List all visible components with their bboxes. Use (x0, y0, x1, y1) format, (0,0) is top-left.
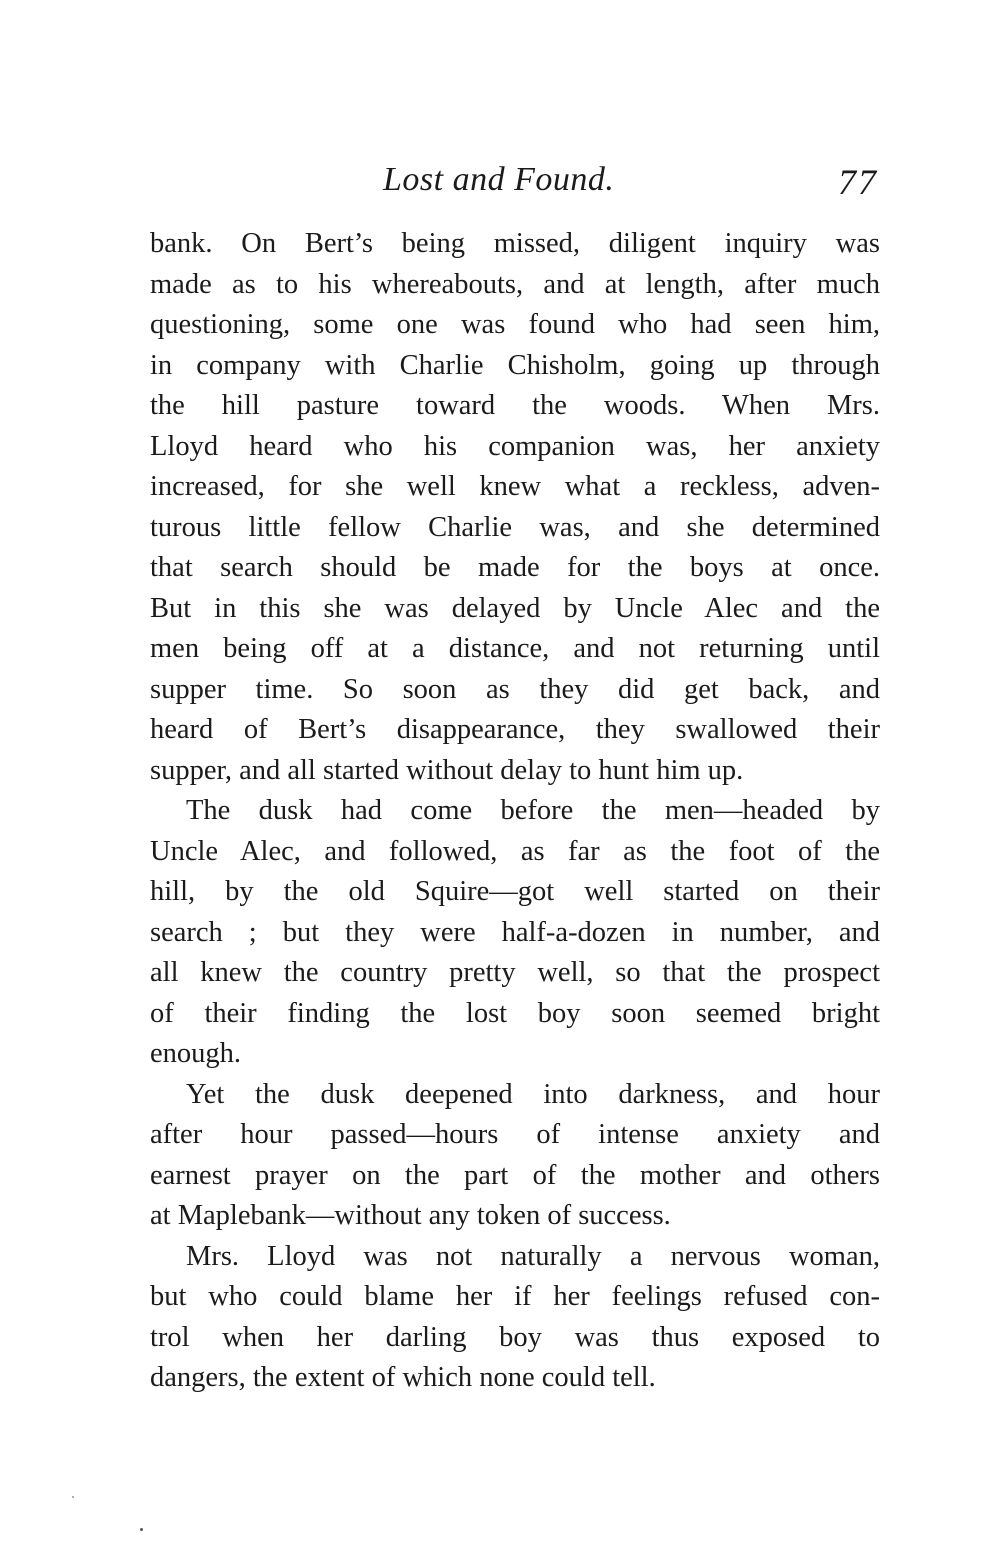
text-line: questioning, some one was found who had seen him, (150, 309, 880, 340)
text-line: in company with Charlie Chisholm, going up through (150, 349, 880, 381)
text-line: after hour passed—hours of intense anxiety and (150, 1119, 880, 1150)
text-line: heard of Bert’s disappearance, they swallowed their (150, 714, 880, 745)
paragraph-2 (150, 791, 880, 1075)
text-line: Lloyd heard who his companion was, her anxiety (150, 430, 880, 462)
text-line: enough. (150, 1038, 242, 1069)
text-line: turous little fellow Charlie was, and she determined (150, 511, 880, 543)
page-number: 77 (838, 162, 878, 202)
paragraph-1 (150, 224, 880, 791)
text-line: But in this she was delayed by Uncle Alec and the (150, 592, 880, 624)
text-line: The dusk had come before the men—headed by (186, 795, 880, 826)
text-line: all knew the country pretty well, so that the prospect (150, 957, 880, 988)
text-line: made as to his whereabouts, and at length, after much (150, 268, 880, 300)
scan-speck (140, 1528, 143, 1531)
text-line: of their finding the lost boy soon seemed bright (150, 997, 880, 1029)
text-line: Uncle Alec, and followed, as far as the foot of the (150, 835, 880, 867)
paragraph-3 (150, 1075, 880, 1237)
text-line: Mrs. Lloyd was not naturally a nervous woman, (186, 1240, 880, 1272)
text-line: hill, by the old Squire—got well started on their (150, 876, 880, 907)
text-line: supper time. So soon as they did get back, and (150, 673, 880, 705)
scan-speck (72, 1496, 74, 1498)
text-line: at Maplebank—without any token of success. (150, 1200, 671, 1231)
text-line: bank. On Bert’s being missed, diligent inquiry was (150, 228, 880, 259)
running-head (150, 158, 880, 208)
paragraph-4 (150, 1237, 880, 1399)
text-line: but who could blame her if her feelings refused con- (150, 1281, 880, 1312)
text-line: Yet the dusk deepened into darkness, and hour (186, 1078, 880, 1110)
text-line: trol when her darling boy was thus exposed to (150, 1321, 880, 1353)
text-line: dangers, the extent of which none could tell. (150, 1362, 656, 1393)
text-line: increased, for she well knew what a reckless, adven- (150, 471, 880, 502)
text-line: earnest prayer on the part of the mother and others (150, 1159, 880, 1191)
body-text (150, 224, 880, 1399)
text-line: the hill pasture toward the woods. When Mrs. (150, 390, 880, 421)
text-line: men being off at a distance, and not returning until (150, 633, 880, 664)
text-line: supper, and all started without delay to hunt him up. (150, 754, 744, 786)
text-line: that search should be made for the boys at once. (150, 552, 880, 583)
text-line: search ; but they were half-a-dozen in number, and (150, 916, 880, 948)
running-title: Lost and Found. (383, 161, 615, 198)
